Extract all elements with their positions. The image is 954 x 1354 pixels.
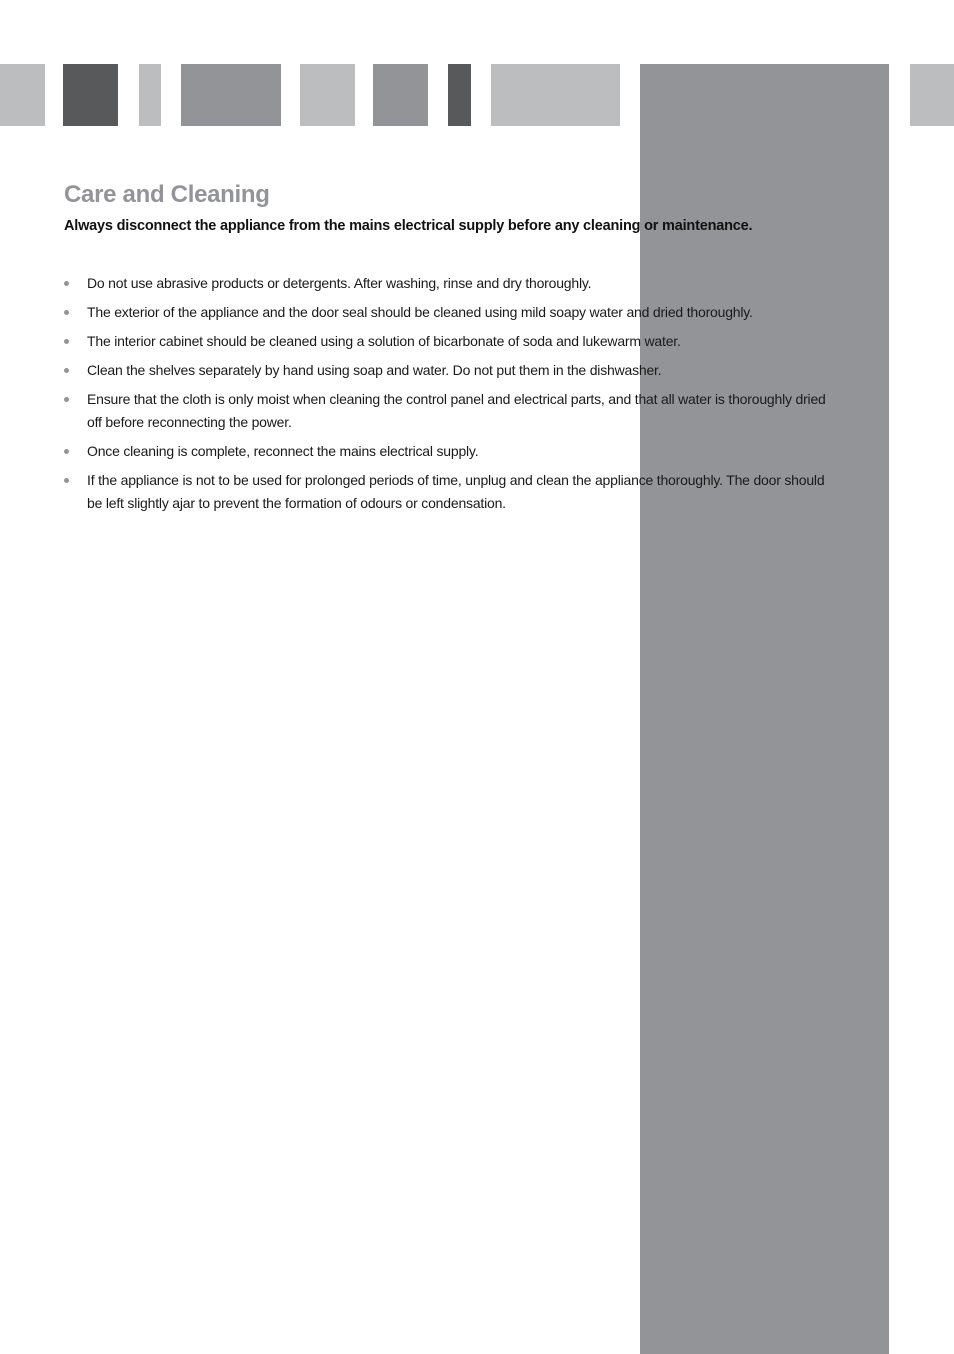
header-block-9 (910, 64, 954, 126)
list-item (64, 301, 834, 324)
list-item (64, 330, 834, 353)
list-item (64, 469, 834, 515)
warning-text: Always disconnect the appliance from the mains electrical supply before any cleaning or maintenance. (64, 218, 753, 234)
instructions-list (64, 272, 834, 515)
header-block-4 (181, 64, 281, 126)
list-item-text: If the appliance is not to be used for prolonged periods of time, unplug and clean the appliance thoroughly. The door should be left slightly ajar to prevent the formation of odours or condensation. (87, 472, 825, 511)
list-item-text: Once cleaning is complete, reconnect the mains electrical supply. (87, 443, 479, 459)
list-item (64, 272, 834, 295)
bullet-icon (64, 397, 69, 402)
header-block-7 (448, 64, 471, 126)
page-title: Care and Cleaning (64, 181, 270, 208)
bullet-icon (64, 339, 69, 344)
bullet-icon (64, 281, 69, 286)
list-item (64, 440, 834, 463)
care-cleaning-section (64, 180, 834, 521)
header-block-3 (139, 64, 161, 126)
header-block-6 (373, 64, 428, 126)
bullet-icon (64, 449, 69, 454)
header-block-2 (63, 64, 118, 126)
list-item-text: The interior cabinet should be cleaned using a solution of bicarbonate of soda and lukewarm water. (87, 333, 681, 349)
header-block-1 (0, 64, 45, 126)
list-item-text: Clean the shelves separately by hand using soap and water. Do not put them in the dishwasher. (87, 362, 662, 378)
list-item-text: Ensure that the cloth is only moist when cleaning the control panel and electrical parts, and that all water is thoroughly dried off before reconnecting the power. (87, 391, 826, 430)
header-block-5 (300, 64, 355, 126)
list-item (64, 388, 834, 434)
bullet-icon (64, 478, 69, 483)
list-item (64, 359, 834, 382)
header-block-8 (491, 64, 620, 126)
list-item-text: Do not use abrasive products or detergents. After washing, rinse and dry thoroughly. (87, 275, 592, 291)
bullet-icon (64, 368, 69, 373)
bullet-icon (64, 310, 69, 315)
list-item-text: The exterior of the appliance and the door seal should be cleaned using mild soapy water and dried thoroughly. (87, 304, 753, 320)
